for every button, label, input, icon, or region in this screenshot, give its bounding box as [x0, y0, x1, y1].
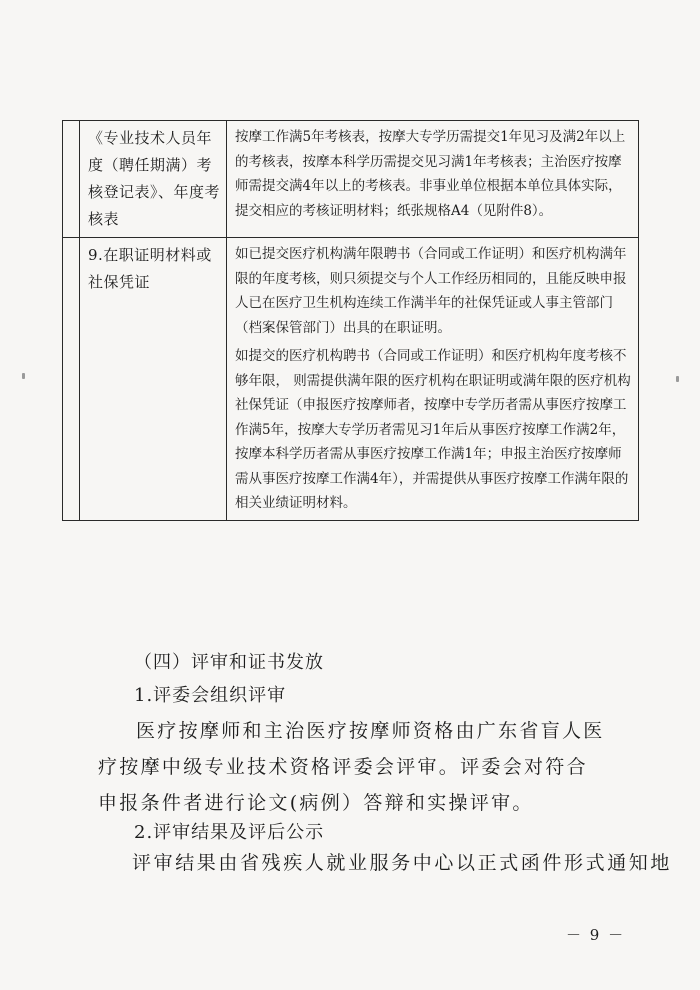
table-paragraph: 如已提交医疗机构满年限聘书（合同或工作证明）和医疗机构满年限的年度考核，则只须提交与个人工作经历相同的，且能反映申报人已在医疗卫生机构连续工作满半年的社保凭证或人事主管部门（档案保管部门）出具的在职证明。 [235, 246, 627, 336]
scan-mark [676, 376, 679, 382]
table-cell-label: 9.在职证明材料或社保凭证 [80, 238, 227, 521]
requirements-table [62, 120, 639, 521]
scan-mark [22, 373, 25, 379]
section-heading: （四）评审和证书发放 [134, 652, 324, 673]
subsection-title: 2.评审结果及评后公示 [134, 822, 325, 843]
table-paragraph: 如提交的医疗机构聘书（合同或工作证明）和医疗机构年度考核不够年限， 则需提供满年限的医疗机构在职证明或满年限的医疗机构社保凭证（申报医疗按摩师者，按摩中专学历者需从事医疗按摩工作满5年，按摩大专学历者需见习1年后从事医疗按摩工作满2年，按摩本科学历者需从事医疗按摩工作满1年；申报主治医疗按摩师需从事医疗按摩工作满4年），并需提供从事医疗按摩工作满年限的相关业绩证明材料。 [235, 348, 631, 511]
page-number: － 9 － [566, 926, 626, 944]
table-cell-content [227, 238, 639, 521]
table-row [63, 121, 639, 238]
subsection-title: 1.评委会组织评审 [134, 685, 287, 706]
table-cell-blank [63, 238, 80, 521]
table-cell-blank [63, 121, 80, 238]
table-row [63, 238, 639, 521]
table-cell-content [227, 121, 639, 238]
table-paragraph: 按摩工作满5年考核表，按摩大专学历需提交1年见习及满2年以上的考核表，按摩本科学历需提交见习满1年考核表；主治医疗按摩师需提交满4年以上的考核表。非事业单位根据本单位具体实际，提交相应的考核证明材料；纸张规格A4（见附件8）。 [235, 129, 626, 219]
body-paragraph: 医疗按摩师和主治医疗按摩师资格由广东省盲人医疗按摩中级专业技术资格评委会评审。评委会对符合申报条件者进行论文(病例）答辩和实操评审。 [98, 720, 605, 814]
body-paragraph: 评审结果由省残疾人就业服务中心以正式函件形式通知地 [132, 852, 673, 874]
table-cell-label: 《专业技术人员年度（聘任期满）考核登记表》、年度考核表 [80, 121, 227, 238]
